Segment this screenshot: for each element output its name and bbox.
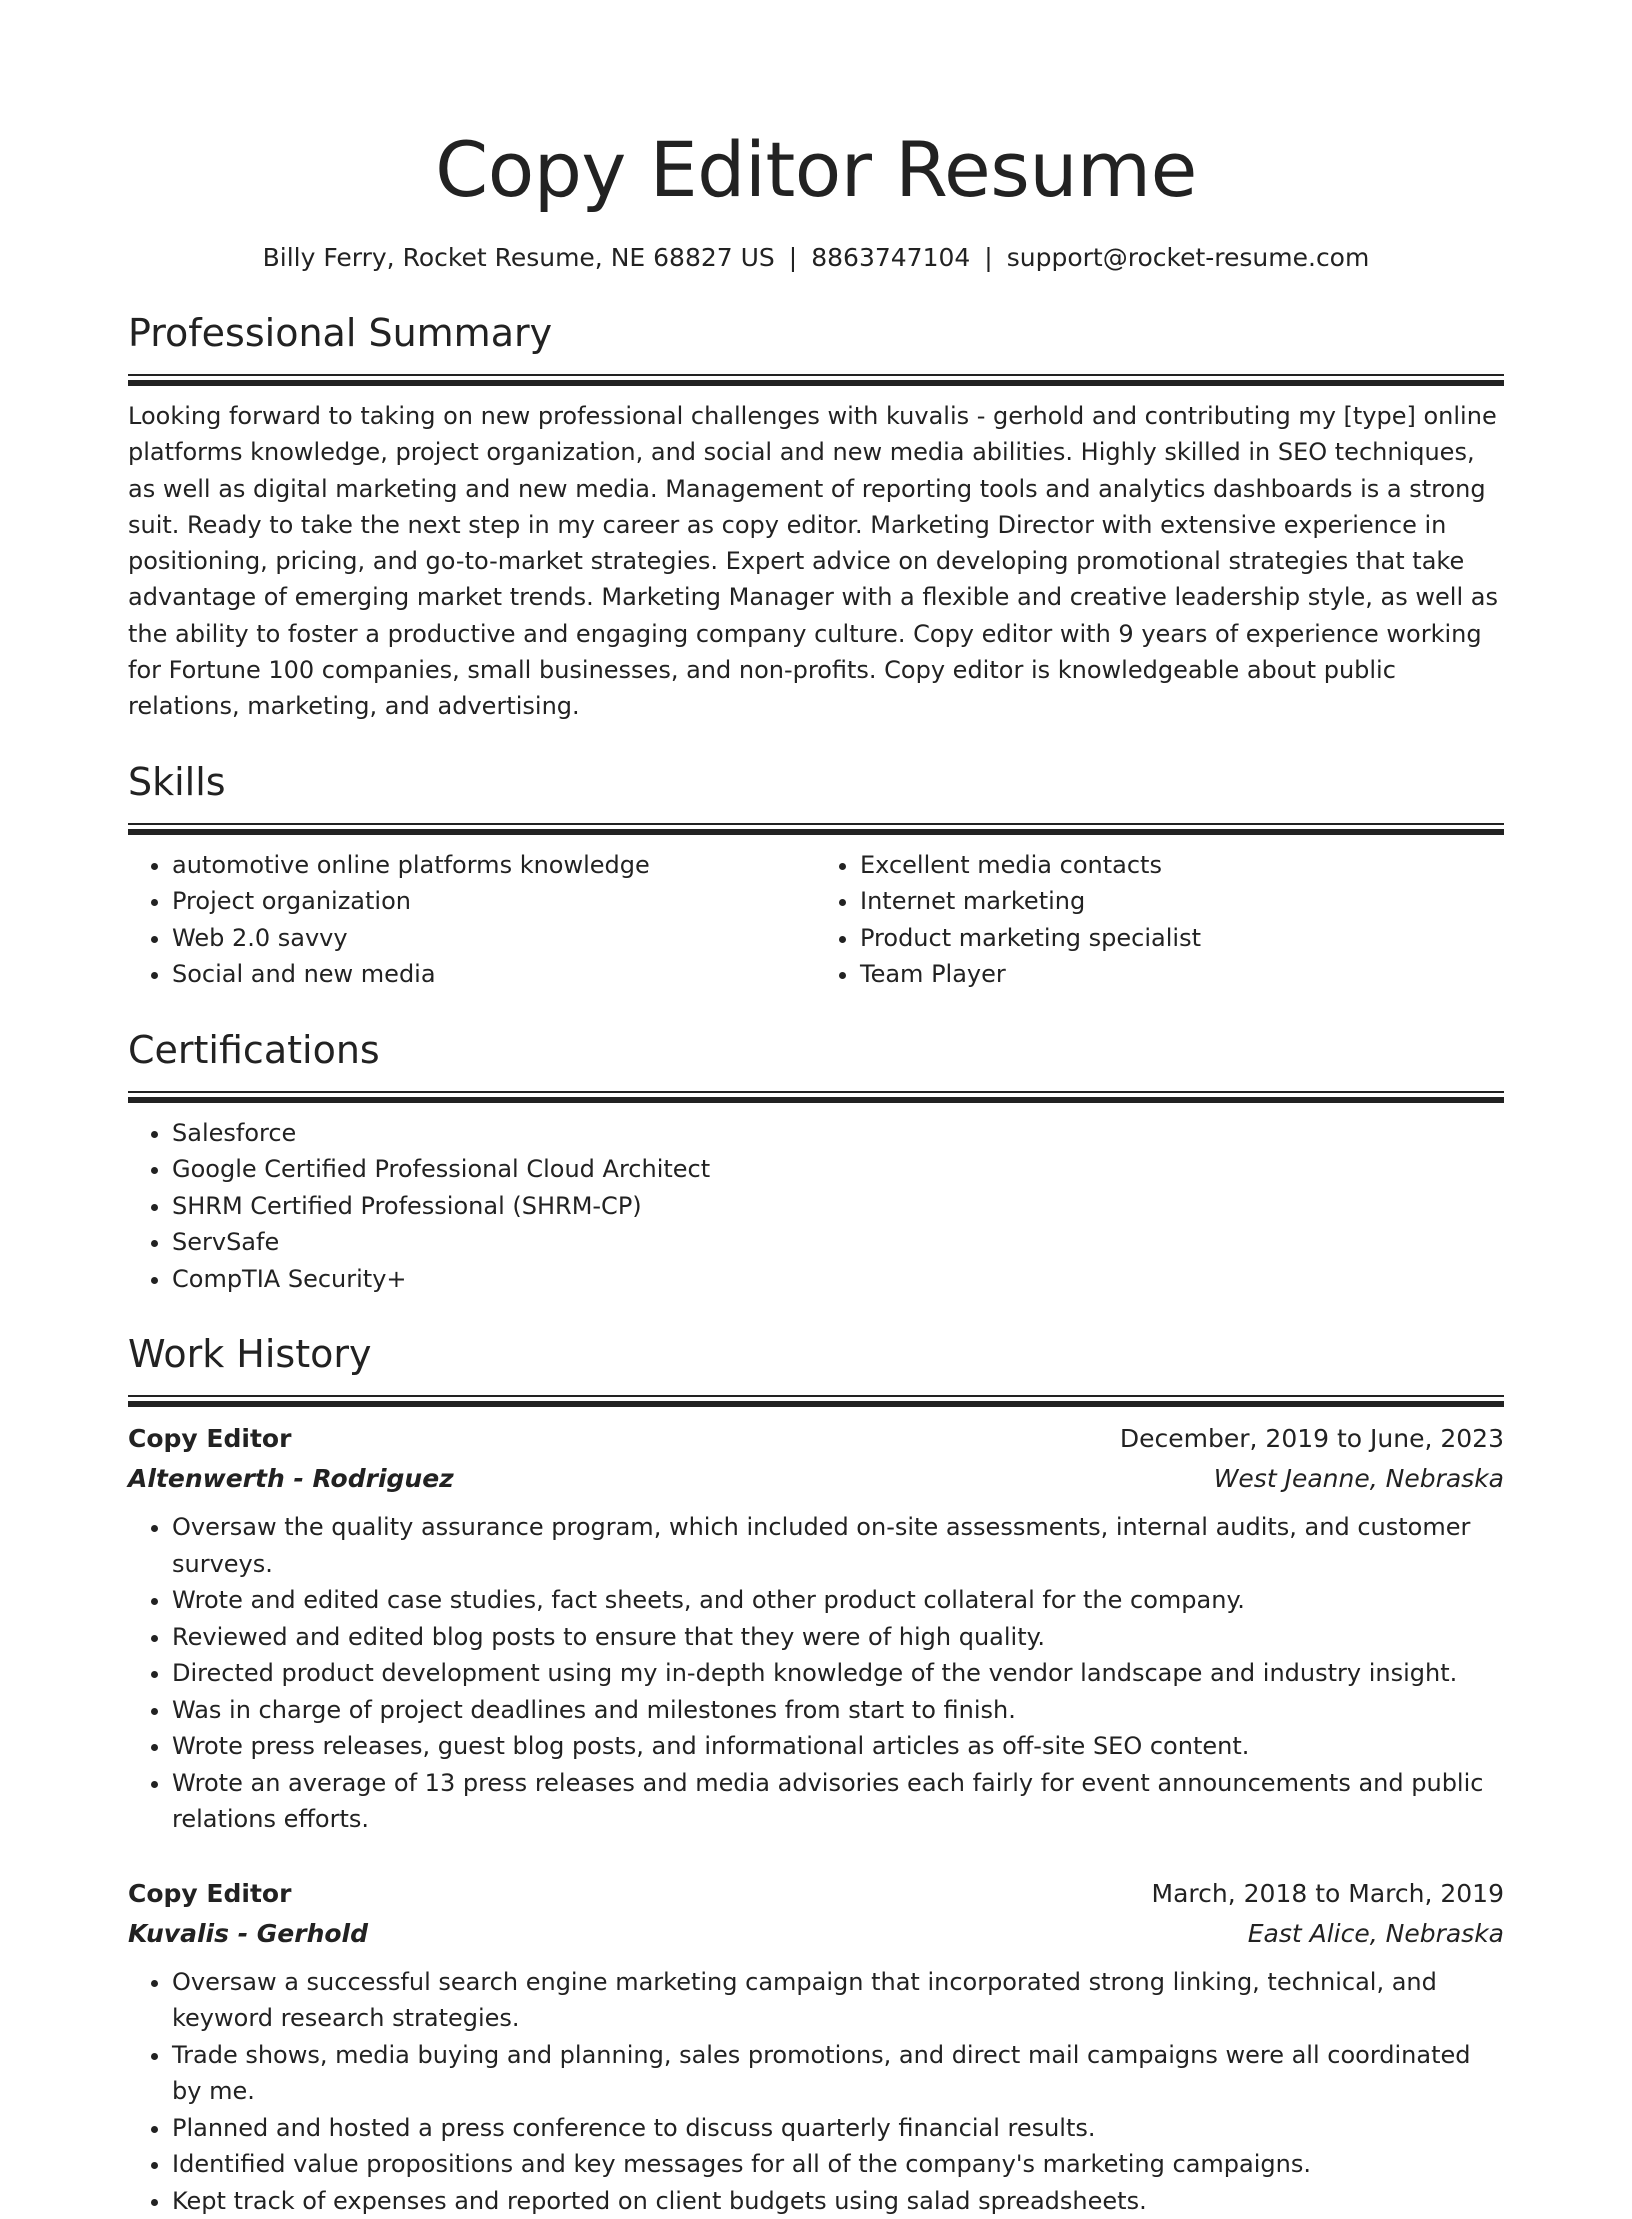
skill-item: • Social and new media — [172, 956, 816, 993]
job-entry — [128, 1419, 1504, 1838]
contact-separator: | — [984, 243, 993, 272]
job-duty: • Planned and hosted a press conference to discuss quarterly financial results. — [172, 2110, 1504, 2147]
job-company-row — [128, 1459, 1504, 1499]
job-duty: • Wrote press releases, guest blog posts, and informational articles as off-site SEO content. — [172, 1728, 1504, 1765]
skill-item: • Excellent media contacts — [860, 847, 1504, 884]
page-title: Copy Editor Resume — [435, 125, 1197, 214]
skill-item: • Web 2.0 savvy — [172, 920, 816, 957]
work-history-heading: Work History — [128, 1332, 372, 1377]
job-header-row — [128, 1874, 1504, 1914]
job-duty: • Trade shows, media buying and planning, sales promotions, and direct mail campaigns were all coordinated by me. — [172, 2037, 1504, 2110]
job-duty: • Was in charge of project deadlines and milestones from start to finish. — [172, 1692, 1504, 1729]
certification-item: • Google Certified Professional Cloud Architect — [172, 1151, 1504, 1188]
job-duty: • Kept track of expenses and reported on client budgets using salad spreadsheets. — [172, 2183, 1504, 2219]
job-location: West Jeanne, Nebraska — [1213, 1464, 1504, 1494]
certifications-list — [128, 1115, 1504, 1298]
skill-item: • Project organization — [172, 883, 816, 920]
contact-line — [128, 240, 1504, 276]
job-company-row — [128, 1914, 1504, 1954]
skill-item: • automotive online platforms knowledge — [172, 847, 816, 884]
certification-item: • SHRM Certified Professional (SHRM-CP) — [172, 1188, 1504, 1225]
job-duties-list — [128, 1964, 1504, 2219]
job-company: Altenwerth - Rodriguez — [128, 1464, 454, 1494]
job-title: Copy Editor — [128, 1878, 292, 1908]
job-duty: • Wrote and edited case studies, fact sheets, and other product collateral for the company. — [172, 1582, 1504, 1619]
job-duty: • Oversaw the quality assurance program, which included on-site assessments, internal audits, and customer surveys. — [172, 1509, 1504, 1582]
job-dates: March, 2018 to March, 2019 — [1151, 1878, 1504, 1908]
section-divider — [128, 374, 1504, 386]
job-duties-list — [128, 1509, 1504, 1838]
certifications-heading: Certifications — [128, 1027, 380, 1072]
contact-separator: | — [788, 243, 798, 272]
job-dates: December, 2019 to June, 2023 — [1119, 1424, 1504, 1454]
skill-item: • Internet marketing — [860, 883, 1504, 920]
contact-email: support@rocket-resume.com — [1006, 243, 1370, 272]
summary-text: Looking forward to taking on new professional challenges with kuvalis - gerhold and contributing my [type] online platforms knowledge, project organization, and social and new media abilities. Highly skilled in SEO techniques, as well as digital marketing and new media. Management of reporting tools and analytics dashboards is a strong suit. Ready to take the next step in my career as copy editor. Marketing Director with extensive experience in positioning, pricing, and go-to-market strategies. Expert advice on developing promotional strategies that take advantage of emerging market trends. Marketing Manager with a flexible and creative leadership style, as well as the ability to foster a productive and engaging company culture. Copy editor with 9 years of experience working for Fortune 100 companies, small businesses, and non-profits. Copy editor is knowledgeable about public relations, marketing, and advertising. — [128, 402, 1498, 721]
job-duty: • Oversaw a successful search engine marketing campaign that incorporated strong linking, technical, and keyword research strategies. — [172, 1964, 1504, 2037]
job-location: East Alice, Nebraska — [1247, 1918, 1504, 1948]
job-duty: • Directed product development using my in-depth knowledge of the vendor landscape and industry insight. — [172, 1655, 1504, 1692]
certification-item: • ServSafe — [172, 1224, 1504, 1261]
certification-item: • CompTIA Security+ — [172, 1261, 1504, 1298]
work-history-section — [128, 1329, 1504, 2219]
job-entry — [128, 1874, 1504, 2219]
summary-heading: Professional Summary — [128, 311, 553, 355]
summary-section — [128, 308, 1504, 725]
skills-list-left — [128, 847, 816, 993]
contact-phone: 8863747104 — [811, 243, 971, 272]
job-duty: • Wrote an average of 13 press releases and media advisories each fairly for event announcements and public relations efforts. — [172, 1765, 1504, 1838]
job-header-row — [128, 1419, 1504, 1459]
skills-list-right — [816, 847, 1504, 993]
skill-item: • Team Player — [860, 956, 1504, 993]
skill-item: • Product marketing specialist — [860, 920, 1504, 957]
skills-columns — [128, 847, 1504, 993]
section-divider — [128, 1091, 1504, 1103]
certification-item: • Salesforce — [172, 1115, 1504, 1152]
contact-address: Billy Ferry, Rocket Resume, NE 68827 US — [262, 243, 775, 272]
certifications-section — [128, 1025, 1504, 1298]
job-duty: • Identified value propositions and key messages for all of the company's marketing campaigns. — [172, 2146, 1504, 2183]
job-duty: • Reviewed and edited blog posts to ensure that they were of high quality. — [172, 1619, 1504, 1656]
skills-section — [128, 757, 1504, 993]
section-divider — [128, 1395, 1504, 1407]
job-company: Kuvalis - Gerhold — [128, 1918, 369, 1948]
section-divider — [128, 823, 1504, 835]
job-title: Copy Editor — [128, 1424, 292, 1454]
skills-heading: Skills — [128, 759, 226, 804]
